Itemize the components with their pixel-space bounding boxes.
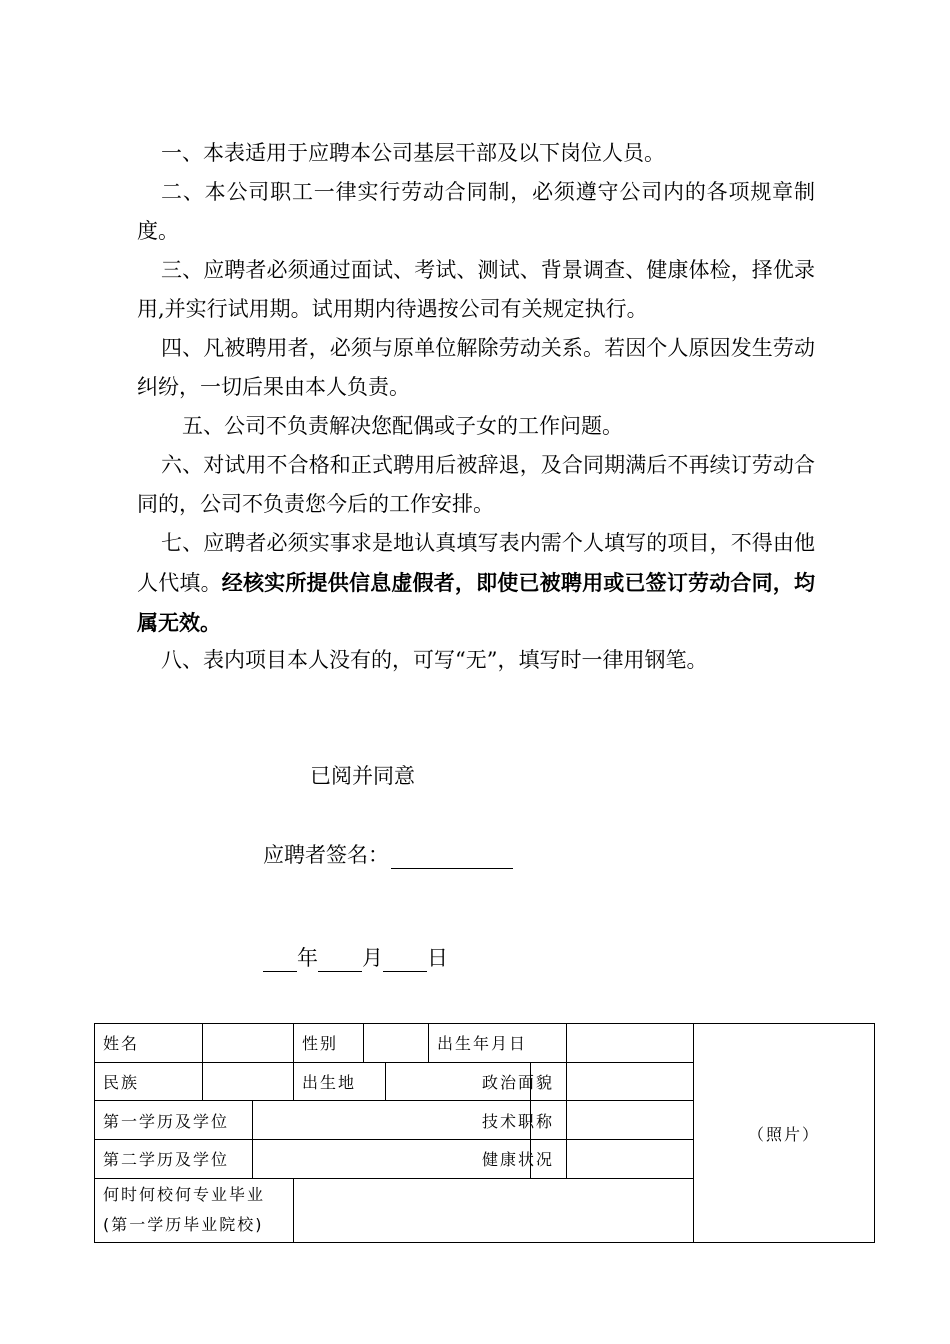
notice-item-8: 八、表内项目本人没有的，可写“无”，填写时一律用钢笔。 [161,648,708,672]
application-form-table [94,1023,875,1243]
month-field[interactable] [318,947,362,972]
month-label: 月 [362,946,383,970]
label-second-degree: 第二学历及学位 [95,1140,253,1179]
label-political-status: 政治面貌 [531,1062,567,1101]
input-tech-title[interactable] [567,1101,694,1140]
notice-item-7 [137,524,815,643]
label-gender: 性别 [294,1024,364,1063]
label-tech-title: 技术职称 [531,1101,567,1140]
input-gender[interactable] [364,1024,429,1063]
input-name[interactable] [203,1024,294,1063]
signature-row [263,839,513,869]
label-ethnicity: 民族 [95,1062,203,1101]
notice-item-2: 二、本公司职工一律实行劳动合同制，必须遵守公司内的各项规章制度。 [137,180,815,243]
year-label: 年 [297,946,318,970]
notice-item-7-bold: 经核实所提供信息虚假者，即使已被聘用或已签订劳动合同，均属无效。 [137,570,816,635]
input-health[interactable] [567,1140,694,1179]
input-ethnicity[interactable] [203,1062,294,1101]
label-name: 姓名 [95,1024,203,1063]
label-first-degree: 第一学历及学位 [95,1101,253,1140]
notice-item-5: 五、公司不负责解决您配偶或子女的工作问题。 [182,414,623,438]
label-graduation: 何时何校何专业毕业(第一学历毕业院校) [95,1178,294,1242]
label-birth-date: 出生年月日 [429,1024,567,1063]
notice-item-4: 四、凡被聘用者，必须与原单位解除劳动关系。若因个人原因发生劳动纠纷，一切后果由本人负责。 [137,336,815,399]
signature-field[interactable] [391,844,513,869]
notice-item-6: 六、对试用不合格和正式聘用后被辞退，及合同期满后不再续订劳动合同的，公司不负责您今后的工作安排。 [137,453,815,516]
input-political-status[interactable] [567,1062,694,1101]
day-field[interactable] [383,947,427,972]
read-and-agree: 已阅并同意 [310,764,415,788]
notice-item-7-text: 七、应聘者必须实事求是地认真填写表内需个人填写的项目，不得由他人代填。 [137,531,815,595]
photo-cell[interactable] [694,1024,875,1243]
label-birthplace: 出生地 [294,1062,386,1101]
signature-label: 应聘者签名： [263,843,389,867]
input-graduation[interactable] [294,1178,694,1242]
notice-item-3: 三、应聘者必须通过面试、考试、测试、背景调查、健康体检，择优录用,并实行试用期。试用期内待遇按公司有关规定执行。 [137,258,815,321]
year-field[interactable] [263,947,297,972]
photo-label: （照片） [748,1124,821,1144]
date-row [263,942,448,972]
day-label: 日 [427,946,448,970]
input-birth-date[interactable] [567,1024,694,1063]
label-health: 健康状况 [531,1140,567,1179]
notice-item-1: 一、本表适用于应聘本公司基层干部及以下岗位人员。 [161,141,665,165]
